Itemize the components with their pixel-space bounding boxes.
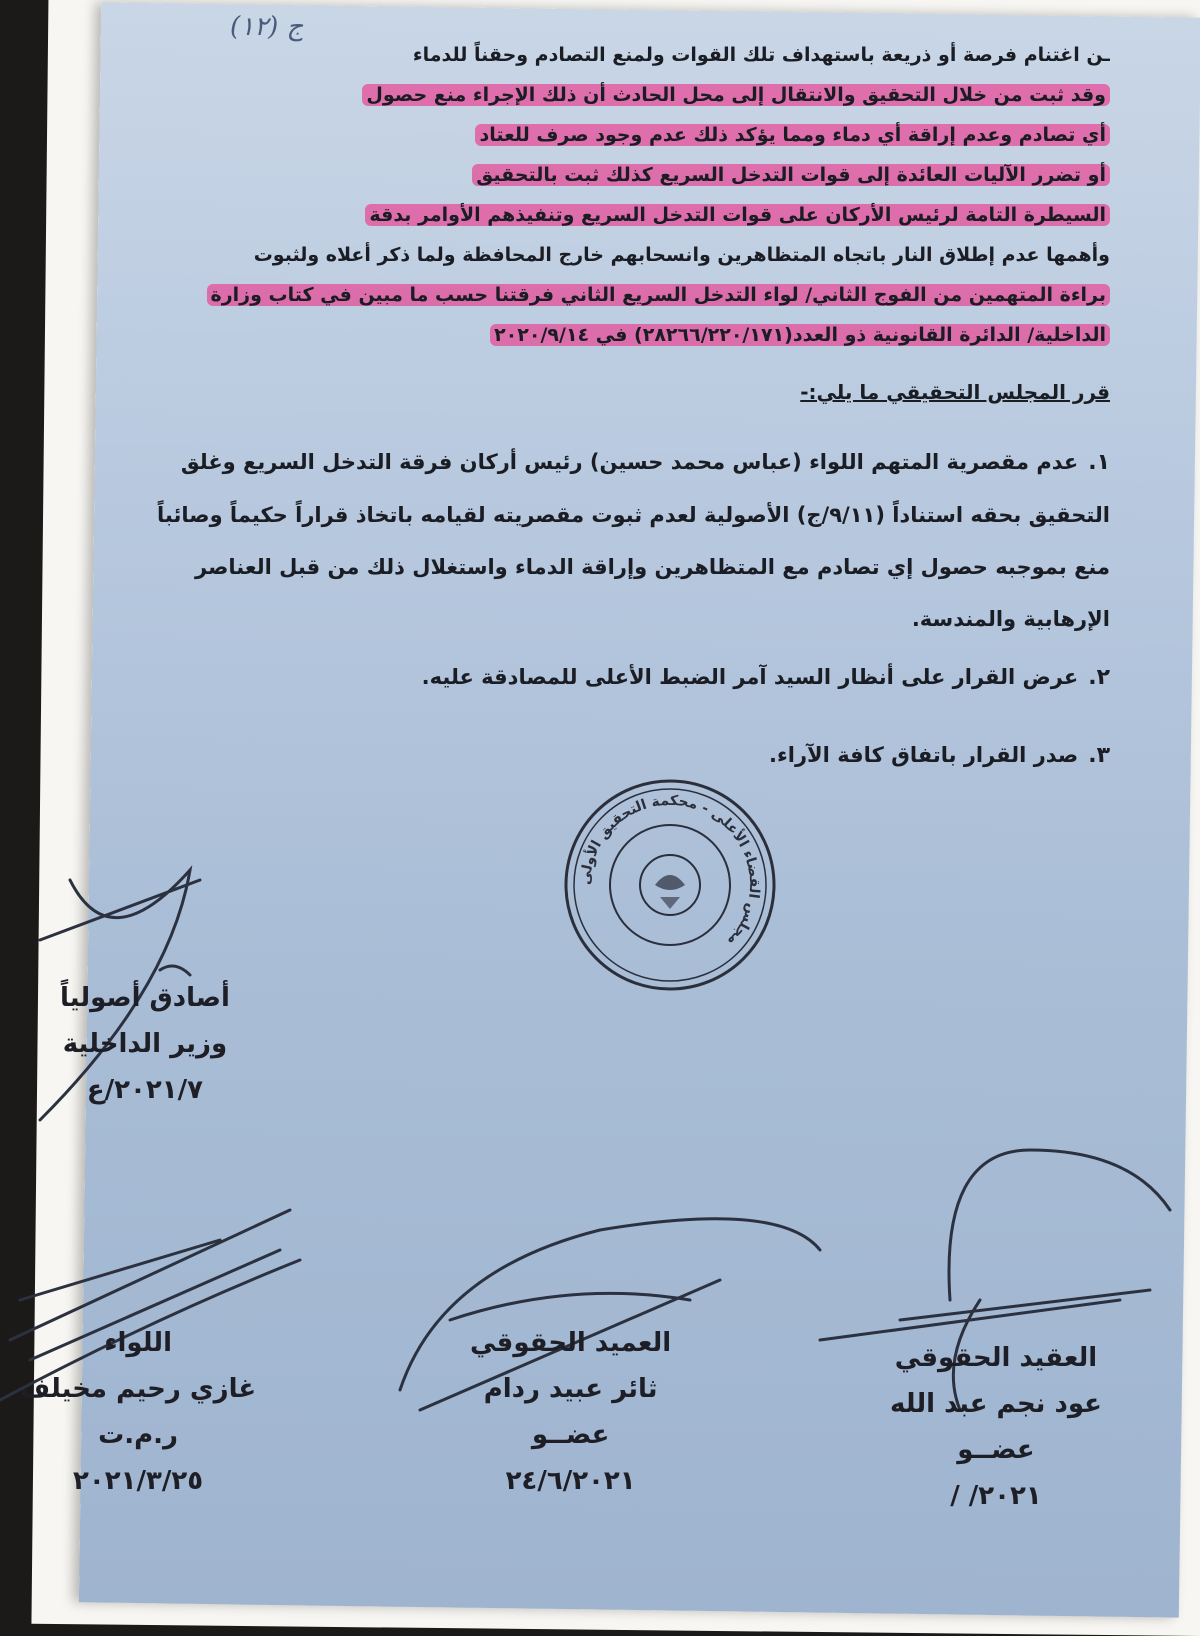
decision-text: عرض القرار على أنظار السيد آمر الضبط الأعلى للمصادقة عليه. — [421, 665, 1079, 689]
paragraph-line — [120, 320, 1110, 350]
signature-member-middle — [470, 1320, 671, 1504]
highlighted-text: براءة المتهمين من الفوج الثاني/ لواء التدخل السريع الثاني فرقتنا حسب ما مبين في كتاب وزارة — [207, 284, 1111, 306]
signatory-rank: العقيد الحقوقي — [894, 1343, 1098, 1373]
signatory-name: ثائر عبيد ردام — [483, 1374, 658, 1404]
signature-date: ۲۰۲۱/۳/۲٥ — [73, 1466, 204, 1496]
decision-item-2 — [130, 652, 1110, 703]
signature-date: ۲۰۲۱/۷/ع — [86, 1075, 204, 1105]
decision-heading: قرر المجلس التحقيقي ما يلي:- — [800, 380, 1110, 404]
paragraph-line — [120, 40, 1110, 70]
decision-number: ٣. — [1088, 743, 1110, 768]
signatory-name: غازي رحيم مخيلف — [20, 1374, 257, 1404]
signature-member-right — [890, 1335, 1102, 1519]
svg-text:مجلس القضاء الأعلى - محكمة الت — [578, 793, 762, 949]
highlighted-text: أي تصادم وعدم إراقة أي دماء ومما يؤكد ذلك عدم وجود صرف للعتاد — [475, 124, 1110, 146]
decision-number: ١. — [1088, 450, 1110, 475]
decision-item-1 — [130, 436, 1110, 645]
highlighted-text: السيطرة التامة لرئيس الأركان على قوات التدخل السريع وتنفيذهم الأوامر بدقة — [365, 204, 1110, 226]
paragraph-line — [120, 240, 1110, 270]
signatory-role: عضــو — [531, 1420, 610, 1450]
signature-minister — [60, 975, 230, 1113]
signatory-rank: العميد الحقوقي — [470, 1328, 672, 1358]
line-text: ـن اغتنام فرصة أو ذريعة باستهداف تلك القوات ولمنع التصادم وحقناً للدماء — [412, 44, 1110, 66]
line-text: وأهمها عدم إطلاق النار باتجاه المتظاهرين وانسحابهم خارج المحافظة ولما ذكر أعلاه ولثبوت — [253, 244, 1110, 266]
signatory-role: ر.م.ت — [98, 1420, 179, 1450]
signature-president — [20, 1320, 256, 1504]
paragraph-line — [120, 200, 1110, 230]
decision-text: عدم مقصرية المتهم اللواء (عباس محمد حسين) رئيس أركان فرقة التدخل السريع وغلق التحقيق بحقه استناداً (٩/١١/ج) الأصولية لعدم ثبوت مقصريته لقيامه باتخاذ قراراً حكيماً وصائباً منع بموجبه حصول إي تصادم مع المتظاهرين وإراقة الدماء واستغلال ذلك من قبل العناصر الإرهابية والمندسة. — [157, 450, 1110, 631]
top-handwritten-mark: ج (۱۲) — [230, 12, 304, 42]
signatory-role: عضــو — [957, 1435, 1035, 1465]
signature-date: ۲۰۲۱/٦/۲٤ — [505, 1466, 636, 1496]
signatory-name: عود نجم عبد الله — [890, 1389, 1102, 1419]
decision-text: صدر القرار باتفاق كافة الآراء. — [769, 743, 1079, 767]
paragraph-line — [120, 80, 1110, 110]
signatory-title: وزير الداخلية — [62, 1029, 228, 1059]
approval-text: أصادق أصولياً — [60, 983, 230, 1013]
highlighted-text: الداخلية/ الدائرة القانونية ذو العدد(۲۸۲٦٦/۲۲۰/۱۷۱) في ۲۰۲۰/۹/۱٤ — [490, 324, 1110, 346]
decision-number: ٢. — [1088, 665, 1110, 690]
official-seal — [560, 775, 780, 995]
paragraph-line — [120, 280, 1110, 310]
highlighted-text: أو تضرر الآليات العائدة إلى قوات التدخل السريع كذلك ثبت بالتحقيق — [472, 164, 1110, 186]
signatory-rank: اللواء — [104, 1328, 172, 1358]
decision-item-3 — [130, 730, 1110, 781]
signature-date: ۲۰۲۱/ / — [950, 1481, 1042, 1511]
paragraph-line — [120, 120, 1110, 150]
paragraph-line — [120, 160, 1110, 190]
seal-text: مجلس القضاء الأعلى - محكمة التحقيق الأولى — [577, 792, 763, 950]
highlighted-text: وقد ثبت من خلال التحقيق والانتقال إلى محل الحادث أن ذلك الإجراء منع حصول — [362, 84, 1110, 106]
